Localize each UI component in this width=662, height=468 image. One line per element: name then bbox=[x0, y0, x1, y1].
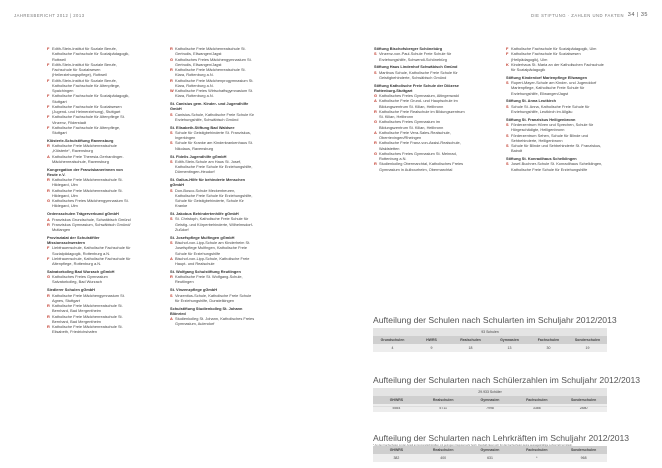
school-entry bbox=[170, 316, 255, 327]
school-entry bbox=[374, 51, 466, 62]
school-entry bbox=[47, 314, 132, 325]
value-cell: * bbox=[513, 454, 560, 462]
school-name: Katholisches Freies Mädchengymnasium St. Gertrudis, Ellwangen/Jagst bbox=[175, 56, 252, 67]
school-entry bbox=[374, 119, 466, 130]
school-entry bbox=[47, 188, 132, 199]
organization-heading: Stiftung Bischofsberger Schönebürg bbox=[374, 46, 443, 51]
column-header: Fachschulen bbox=[513, 446, 560, 454]
school-name: Bischof-von-Lipp-Schule am Kinderheim St. Josefspflege Mulfingen, Katholische Freie Schule für Erziehungshilfe bbox=[175, 240, 251, 256]
school-name: Liebfrauenschule, Katholische Fachschule für Sozialpädagogik, Rottenburg a.N. bbox=[52, 245, 131, 256]
school-name: Katholische Fachschule für Sozialpädagogik, Ulm bbox=[511, 46, 597, 51]
school-name: Kinderhaus St. Maria an der Katholischen Fachschule für Sozialpädagogik bbox=[511, 61, 604, 72]
school-name: Schule für Blinde und Sehbehinderte St. Franziskus, Baindt bbox=[511, 143, 602, 154]
table-title: Aufteilung der Schulen nach Schularten im Schuljahr 2012/2013 bbox=[373, 315, 617, 325]
value-cell: 7998 bbox=[467, 404, 514, 412]
school-name: St. Christoph, Katholische Freie Schule für Geistig- und Körperbehinderte, Wilhelmsdorf-Zußdorf bbox=[175, 216, 254, 232]
value-row bbox=[373, 454, 607, 462]
organization-heading: St. Fidelis Jugendhilfe gGmbH bbox=[170, 153, 227, 159]
school-entry bbox=[506, 80, 606, 96]
school-entry bbox=[47, 114, 132, 125]
total-row bbox=[373, 388, 607, 396]
school-name: Edith-Stein-Institut für Soziale Berufe, Fachschule für Sozialwesen (Heilerziehungspflege), Rottweil bbox=[52, 61, 117, 78]
report-title: JAHRESBERICHT 2012 | 2013 bbox=[14, 13, 85, 18]
header-row bbox=[373, 336, 607, 344]
organization-heading: St. Elisabeth-Stiftung Bad Waldsee bbox=[170, 124, 235, 130]
column-header: Gymnasien bbox=[467, 396, 514, 404]
organization-heading: Salvatorkolleg Bad Wurzach gGmbH bbox=[47, 268, 115, 274]
school-entry bbox=[47, 293, 132, 304]
column-3 bbox=[374, 46, 466, 172]
school-entry bbox=[47, 78, 132, 94]
school-name: Katholische Freie Mädchenrealschule St. Klara, Rottenburg a.N. bbox=[175, 67, 246, 78]
value-cell: 2880 bbox=[560, 404, 607, 412]
school-entry bbox=[47, 245, 132, 256]
school-entry bbox=[170, 256, 255, 267]
school-entry bbox=[47, 104, 132, 115]
school-name: Edith-Stein-Institut für Soziale Berufe, Katholische Fachschule für Altenpflege, Spaichingen bbox=[52, 77, 121, 93]
school-entry bbox=[47, 62, 132, 78]
school-name: Katholisches Freies Gymnasium, Altingenwald bbox=[379, 93, 459, 99]
school-entry bbox=[374, 109, 466, 120]
school-entry bbox=[47, 222, 132, 233]
total-cell: 93 Schulen bbox=[373, 328, 607, 336]
column-header: Gymnasien bbox=[490, 336, 529, 344]
school-entry bbox=[47, 177, 132, 188]
school-name: Katholische Freie Mädchengymnasium St. Agnes, Stuttgart bbox=[52, 292, 125, 303]
school-entry bbox=[47, 324, 132, 335]
school-name: Katholische Freie Franz-von-Assisi-Realschule, Waldstetten bbox=[379, 140, 461, 151]
data-table bbox=[373, 446, 607, 462]
organization-heading: Klösterle-Schulstiftung Ravensburg bbox=[47, 137, 114, 143]
footnote: * An den Fachschulen ist der Anteil an Honorarlehrkräften mit geringem Deputat sehr hoch. Deshalb lässt sich für die Fachschulen keine aussagekräftige Lehrerzahl ermitteln. bbox=[373, 444, 573, 447]
organization-heading: St. Jakobus Behindertenhilfe gGmbH bbox=[170, 211, 239, 217]
organization-heading: Stiftung St. Konradihaus Schelklingen bbox=[506, 156, 577, 162]
school-entry bbox=[374, 151, 466, 162]
value-cell: 382 bbox=[373, 454, 420, 462]
school-name: Katholische Freie St. Wolfgang-Schule, Reutlingen bbox=[175, 274, 243, 285]
column-header: Realschulen bbox=[451, 336, 490, 344]
school-name: Franziskus Grundschule, Schwäbisch Gmünd bbox=[52, 216, 131, 222]
value-cell: 400 bbox=[420, 454, 467, 462]
school-entry bbox=[170, 112, 255, 123]
school-entry bbox=[170, 216, 255, 232]
value-cell: 13 bbox=[490, 344, 529, 352]
school-name: Bischof-von-Lipp-Schule, Katholische Freie Haupt- und Realschule bbox=[175, 255, 250, 267]
school-name: Förderzentrum Sehen, Schule für Blinde und Sehbehinderte, Heiligenbronn bbox=[511, 132, 588, 143]
school-entry bbox=[170, 67, 255, 78]
school-entry bbox=[506, 133, 606, 144]
organization-heading: Stiftung Haus Lindenhof Schwäbisch Gmünd bbox=[374, 64, 458, 70]
organization-heading: Stiftung Kinderdorf Marienpflege Ellwangen bbox=[506, 74, 588, 80]
value-cell: 968 bbox=[560, 454, 607, 462]
school-name: Katholische Freie Mädchenrealschule „Klösterle“, Ravensburg bbox=[52, 143, 117, 154]
table-title: Aufteilung der Schularten nach Schülerzahlen im Schuljahr 2012/2013 bbox=[373, 375, 641, 385]
school-entry bbox=[374, 130, 466, 141]
school-name: Vinzenz-von-Paul-Schule Freie Schule für Erziehungshilfe, Schwendi-Schönebürg bbox=[379, 51, 452, 62]
school-entry bbox=[47, 154, 132, 165]
school-name: Schule für Kranke am Kinderkrankenhaus St. Nikolaus, Ravensburg bbox=[175, 140, 253, 151]
organization-heading: Kongregation der Franziskanerinnen von Reute e.V. bbox=[47, 166, 123, 177]
school-entry bbox=[47, 274, 132, 285]
school-entry bbox=[47, 125, 132, 136]
data-table bbox=[373, 388, 607, 412]
school-entry bbox=[47, 46, 132, 62]
school-entry bbox=[170, 88, 255, 99]
school-entry bbox=[47, 93, 132, 104]
value-cell: 5554 bbox=[373, 404, 420, 412]
column-header: Sonderschulen bbox=[560, 396, 607, 404]
school-name: Katholisches Freies Gymnasium Salvatorkolleg, Bad Wurzach bbox=[52, 274, 108, 285]
school-name: Franziskus Gymnasium, Schwäbisch Gmünd/ Mutlangen bbox=[52, 221, 131, 233]
school-name: Katholisches Freies Gymnasium St. Meinrad, Rottenburg a.N. bbox=[379, 150, 457, 162]
school-entry bbox=[506, 62, 606, 73]
data-table bbox=[373, 328, 607, 352]
school-name: Katholische Freie Mädchenrealschule St. Bernhard, Bad Mergentheim bbox=[52, 303, 123, 314]
school-entry bbox=[506, 122, 606, 133]
value-cell: 3386 bbox=[513, 404, 560, 412]
organization-heading: Provinzialat der Schulstiftler Missionsschwestern bbox=[47, 234, 100, 246]
column-header: Fachschulen bbox=[529, 336, 568, 344]
school-entry bbox=[506, 143, 606, 154]
school-name: Katholische Freie Vera-Sales-Realschule, Oberriexingen/Rheingen bbox=[379, 129, 451, 141]
value-cell: 9 bbox=[412, 344, 451, 352]
organization-heading: St. Wolfgang Schulstiftung Reutlingen bbox=[170, 268, 241, 274]
value-cell: 30 bbox=[529, 344, 568, 352]
school-entry bbox=[47, 303, 132, 314]
table-teachers-by-type bbox=[373, 433, 630, 462]
school-name: Edith-Stein-Institut für Soziale Berufe, Katholische Fachschule für Sozialpädagogik, Rottweil bbox=[52, 46, 130, 62]
column-header: GHWRS bbox=[373, 396, 420, 404]
school-name: Katholische Freie Mädchenrealschule St. Bernhard, Bad Mergentheim bbox=[52, 313, 123, 324]
school-entry bbox=[374, 161, 466, 172]
organization-heading: Ordensschulen Trägerverbund gGmbH bbox=[47, 211, 119, 217]
school-entry bbox=[170, 46, 255, 57]
column-header: Sonderschulen bbox=[568, 336, 607, 344]
organization-heading: Schulstiftung Studienkolleg St. Johann Blönried bbox=[170, 305, 243, 316]
organization-heading: St. Canisius gem. Kinder- und Jugendhilfe GmbH bbox=[170, 101, 249, 112]
organization-heading: Stiftung St. Anna Leutkirch bbox=[506, 98, 557, 104]
school-name: Katholische Freie Realschule im Bildungszentrum St. Kilian, Heilbronn bbox=[379, 108, 465, 120]
school-entry bbox=[170, 293, 255, 304]
divider bbox=[373, 406, 607, 407]
school-name: Studienkolleg Obermarchtal, Katholisches Freies Gymnasium in Aulbourheim, Obermarchtal bbox=[379, 161, 464, 172]
school-name: Schule für Geistigbehinderte St. Franziskus, Ingerkingen bbox=[175, 129, 251, 141]
school-name: Katholisches Freies Gymnasium im Bildungszentrum St. Kilian, Heilbronn bbox=[379, 119, 444, 130]
organization-heading: St. Vinzenzpflege gGmbH bbox=[170, 287, 218, 293]
organization-heading: St. Josefspflege Mulfingen gGmbH bbox=[170, 234, 235, 240]
school-name: Katholische Freie Mädchenrealschule St. Hildegard, Ulm bbox=[52, 177, 123, 188]
column-4 bbox=[506, 46, 606, 172]
column-1 bbox=[47, 46, 132, 335]
school-entry bbox=[170, 188, 255, 209]
school-name: Katholische Fachschule für Altenpflege, Stuttgart bbox=[52, 124, 121, 135]
page-number: 34 | 35 bbox=[627, 12, 648, 18]
column-header: HWRS bbox=[412, 336, 451, 344]
school-entry bbox=[47, 198, 132, 209]
school-entry bbox=[374, 140, 466, 151]
page-header bbox=[14, 13, 648, 23]
school-name: Josef-Buchner-Schule St. Konradihaus Schelklingen, Katholische Freie Schule für Erziehungshilfe bbox=[511, 161, 603, 172]
school-name: Edith-Stein-Schule am Haus St. Josef, Katholische Freie Schule für Erziehungshilfe, Dürmentingen-Heudorf bbox=[175, 158, 253, 175]
school-entry bbox=[170, 140, 255, 151]
value-cell: 18 bbox=[451, 344, 490, 352]
header-row bbox=[373, 396, 607, 404]
section-title: DIE STIFTUNG · ZAHLEN UND FAKTEN bbox=[530, 13, 624, 18]
school-name: Vinzentius-Schule, Katholische Freie Schule für Erziehungshilfe, Dunstelkingen bbox=[175, 292, 252, 303]
organization-heading: Stiftung St. Franziskus Heiligenbronn bbox=[506, 116, 576, 122]
table-title: Aufteilung der Schularten nach Lehrkräften im Schuljahr 2012/2013 bbox=[373, 433, 630, 443]
school-entry bbox=[170, 130, 255, 141]
school-entry bbox=[374, 70, 466, 81]
column-header: Realschulen bbox=[420, 396, 467, 404]
school-name: Förderzentrum Hören und Sprechen, Schule für Hörgeschädigte, Heiligenbronn bbox=[511, 122, 594, 133]
school-entry bbox=[47, 143, 132, 154]
total-row bbox=[373, 328, 607, 336]
school-name: Katholische Freie Mädchenprogymnasium St. Klara, Rottenburg a.N. bbox=[175, 77, 254, 88]
school-name: Katholische Fachschule für Sozialwesen (Heilpädagogik), Ulm bbox=[511, 51, 581, 62]
school-name: Katholische Freie Mädchenrealschule St. Hildegard, Ulm bbox=[52, 187, 123, 198]
table-schools-by-type bbox=[373, 315, 617, 352]
value-cell: 5711 bbox=[420, 404, 467, 412]
organization-heading: Siedlerer Schulen gGmbH bbox=[47, 287, 95, 293]
column-header: Sonderschulen bbox=[560, 446, 607, 454]
school-name: Katholische Fachschule für Sozialpädagogik, Stuttgart bbox=[52, 93, 130, 104]
school-name: Studienkolleg St. Johann, Katholisches Freies Gymnasium, Aulendorf bbox=[175, 316, 255, 327]
value-cell: 631 bbox=[467, 454, 514, 462]
school-entry bbox=[506, 161, 606, 172]
value-row bbox=[373, 344, 607, 352]
value-cell: 19 bbox=[568, 344, 607, 352]
school-name: Katholische Freie Mädchenrealschule St. Gertrudis, Ellwangen/Jagst bbox=[175, 46, 246, 57]
school-name: Katholische Fachschule für Sozialwesen (Jugend- und Heimerziehung), Stuttgart bbox=[52, 103, 122, 114]
column-header: Realschulen bbox=[420, 446, 467, 454]
total-cell: 29.933 Schüler bbox=[373, 388, 607, 396]
school-name: Don-Bosco-Schule Meckenbeuren, Katholische Freie Schule für Erziehungshilfe, Schule für Geistigbehinderte, Schule für Kranke bbox=[175, 187, 253, 209]
school-name: Katholisches Freies Mädchengymnasium St. Hildegard, Ulm bbox=[52, 198, 129, 209]
school-name: Katholische Freie Grund- und Hauptschule im Bildungszentrum St. Kilian, Heilbronn bbox=[379, 98, 458, 109]
school-name: Canisius-Schule, Katholische Freie Schule für Erziehungshilfe, Schwäbisch Gmünd bbox=[175, 111, 254, 122]
column-header: Gymnasien bbox=[467, 446, 514, 454]
organization-heading: St. Gallus-Hilfe für behinderte Menschen gGmbH bbox=[170, 177, 246, 188]
school-name: Martinus Schule, Katholische Freie Schule für Geistigbehinderte, Schwäbisch Gmünd bbox=[379, 69, 458, 80]
school-entry bbox=[374, 98, 466, 109]
column-header: Grundschulen bbox=[373, 336, 412, 344]
school-name: Katholische Freies Wirtschaftsgymnasium St. Klara, Rottenburg a.N. bbox=[175, 88, 254, 99]
value-cell: 4 bbox=[373, 344, 412, 352]
school-entry bbox=[47, 256, 132, 267]
school-entry bbox=[506, 51, 606, 62]
column-header: GHWRS bbox=[373, 446, 420, 454]
column-header: Fachschulen bbox=[513, 396, 560, 404]
school-name: Rupert-Mayer-Schule am Kinder- und Jugenddorf Marienpflege, Katholische Freie Schule für Erziehungshilfe, Ellwangen/Jagst bbox=[511, 80, 597, 96]
school-entry bbox=[170, 274, 255, 285]
column-2 bbox=[170, 46, 255, 327]
school-entry bbox=[170, 159, 255, 175]
school-name: Katholische Fachschule für Altenpflege St. Vinzenz, Filderstadt bbox=[52, 114, 125, 125]
school-entry bbox=[170, 240, 255, 256]
school-name: Liebfrauenschule, Katholische Fachschule für Altenpflege, Rottenburg a.N. bbox=[52, 255, 131, 267]
organization-heading: Stiftung Katholische Freie Schule der Diözese Rottenburg-Stuttgart bbox=[374, 82, 459, 93]
school-name: Schule St. Anna, Katholische Freie Schule für Erziehungshilfe, Leutkirch im Allgäu bbox=[511, 103, 590, 114]
school-entry bbox=[506, 104, 606, 115]
school-name: Katholische Freie Mädchenrealschule St. Elisabeth, Friedrichshafen bbox=[52, 324, 123, 335]
school-entry bbox=[170, 78, 255, 89]
school-name: Katholische Freie Theresia-Gerhardinger-Mädchenrealschule, Ravensburg bbox=[52, 153, 124, 164]
school-entry bbox=[170, 57, 255, 68]
